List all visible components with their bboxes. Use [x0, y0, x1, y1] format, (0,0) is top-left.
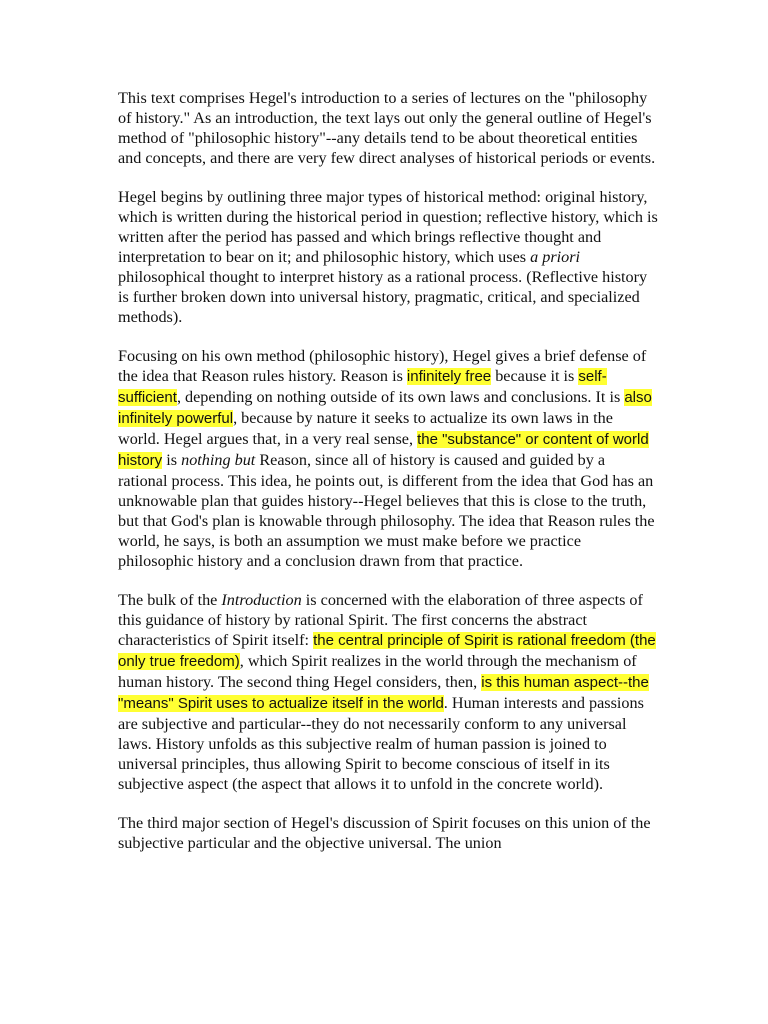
methods-italic-a-priori: a priori	[530, 248, 581, 266]
reason-text-c: , depending on nothing outside of its own laws and conclusions. It is	[176, 388, 625, 406]
paragraph-reason	[118, 346, 658, 571]
methods-text-a: Hegel begins by outlining three major types of historical method: original history, which is written during the historical period in question; reflective history, which is written after the period has passed and which brings reflective thought and interpretation to bear on it; and philosophic history, which uses	[118, 188, 658, 266]
paragraph-intro-text: This text comprises Hegel's introduction to a series of lectures on the "philosophy of history." As an introduction, the text lays out only the general outline of Hegel's method of "philosophic history"--any details tend to be about theoretical entities and concepts, and there are very few direct analyses of historical periods or events.	[118, 89, 656, 167]
spirit-text-d: . Human interests and passions are subjective and particular--they do not necessarily conform to any universal laws. History unfolds as this subjective realm of human passion is joined to universal principles, thus allowing Spirit to become conscious of itself in its subjective aspect (the aspect that allows it to unfold in the concrete world).	[118, 694, 644, 793]
spirit-text-a: The bulk of the	[118, 591, 222, 609]
spirit-text-c: , which Spirit realizes in the world through the mechanism of human history. The second thing Hegel considers, then,	[118, 652, 637, 691]
document-page	[118, 88, 658, 872]
reason-text-d: , because by nature it seeks to actualize its own laws in the world. Hegel argues that, in a very real sense,	[118, 409, 613, 448]
highlight-infinitely-powerful: also infinitely powerful	[118, 389, 652, 427]
highlight-human-aspect: is this human aspect--the "means" Spirit uses to actualize itself in the world	[118, 674, 649, 712]
highlight-self-sufficient: self-sufficient	[118, 368, 607, 406]
spirit-italic-introduction: Introduction	[221, 591, 302, 609]
paragraph-union-text: The third major section of Hegel's discussion of Spirit focuses on this union of the subjective particular and the objective universal. The union	[118, 814, 651, 852]
highlight-infinitely-free: infinitely free	[406, 368, 492, 385]
methods-text-b: philosophical thought to interpret history as a rational process. (Reflective history is further broken down into universal history, pragmatic, critical, and specialized methods).	[118, 268, 648, 326]
reason-text-b: because it is	[491, 367, 579, 385]
highlight-rational-freedom: the central principle of Spirit is rational freedom (the only true freedom)	[118, 632, 656, 670]
reason-text-a: Focusing on his own method (philosophic history), Hegel gives a brief defense of the idea that Reason rules history. Reason is	[118, 347, 647, 385]
paragraph-union	[118, 813, 658, 853]
reason-italic-nothing-but: nothing but	[181, 451, 256, 469]
reason-text-e: is	[162, 451, 182, 469]
paragraph-methods	[118, 187, 658, 327]
highlight-substance-world-history: the "substance" or content of world history	[118, 431, 649, 469]
reason-text-f: Reason, since all of history is caused and guided by a rational process. This idea, he points out, is different from the idea that God has an unknowable plan that guides history--Hegel believes that this is close to the truth, but that God's plan is knowable through philosophy. The idea that Reason rules the world, he says, is both an assumption we must make before we practice philosophic history and a conclusion drawn from that practice.	[118, 451, 655, 570]
paragraph-intro	[118, 88, 658, 168]
spirit-text-b: is concerned with the elaboration of three aspects of this guidance of history by rational Spirit. The first concerns the abstract characteristics of Spirit itself:	[118, 591, 643, 649]
paragraph-spirit	[118, 590, 658, 794]
